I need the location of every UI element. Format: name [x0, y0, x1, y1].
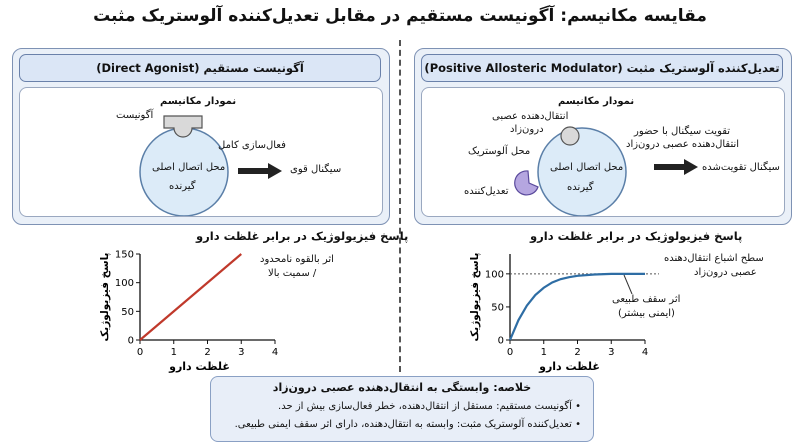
agonist-label: آگونیست — [116, 110, 154, 121]
y-tick-label: 100 — [484, 269, 504, 281]
endogenous-label-1: انتقال‌دهنده عصبی — [492, 111, 569, 122]
agonist-chart — [90, 244, 310, 374]
y-tick-label: 50 — [121, 306, 134, 318]
saturation-label-2: عصبی درون‌زاد — [694, 267, 757, 278]
series-line — [140, 254, 241, 340]
x-tick-label: 1 — [170, 347, 177, 358]
y-tick-label: 0 — [127, 335, 134, 347]
y-tick-label: 150 — [114, 249, 134, 261]
agonist-signal-label: سیگنال قوی — [290, 164, 342, 175]
enhance-label-2: انتقال‌دهنده عصبی درون‌زاد — [626, 139, 740, 150]
enhance-label-1: تقویت سیگنال با حضور — [634, 126, 731, 137]
x-tick-label: 3 — [238, 347, 245, 358]
modulator-label: تعدیل‌کننده — [464, 186, 509, 197]
y-tick-label: 100 — [114, 278, 134, 290]
x-tick-label: 0 — [506, 347, 514, 358]
x-tick-label: 3 — [608, 347, 615, 358]
pam-diagram-title: نمودار مکانیسم — [558, 96, 635, 107]
agonist-panel-header: آگونیست مستقیم (Direct Agonist) — [19, 54, 381, 82]
summary-box — [210, 376, 594, 442]
summary-line-2 — [235, 419, 581, 430]
signal-arrow-head — [268, 163, 282, 179]
y-tick-label: 0 — [497, 335, 504, 347]
summary-line-2-text: تعدیل‌کننده آلوستریک مثبت: وابسته به انتقال‌دهنده، دارای اثر سقف ایمنی طبیعی. — [234, 419, 572, 430]
pam-chart — [460, 244, 680, 374]
agonist-mechanism-graphic — [20, 88, 382, 216]
endogenous-label-2: درون‌زاد — [510, 124, 544, 135]
pam-site-label-1: محل اتصال اصلی — [550, 162, 624, 173]
summary-line-1 — [278, 401, 581, 412]
ceiling-label-2: (ایمنی بیشتر) — [618, 308, 675, 319]
y-tick-label: 50 — [491, 302, 504, 314]
pam-plot-title: پاسخ فیزیولوژیک در برابر غلظت دارو — [530, 229, 743, 243]
allosteric-site-label: محل آلوستریک — [468, 146, 531, 157]
agonist-annotation-1: اثر بالقوه نامحدود — [260, 254, 334, 265]
series-line — [510, 274, 645, 340]
x-tick-label: 0 — [136, 347, 144, 358]
y-axis-label: پاسخ فیزیولوژیک — [469, 252, 481, 342]
x-tick-label: 2 — [204, 347, 211, 358]
agonist-diagram-title: نمودار مکانیسم — [160, 96, 237, 107]
x-axis-label: غلظت دارو — [539, 360, 600, 373]
agonist-panel — [12, 48, 390, 225]
divider — [399, 40, 401, 372]
pam-signal-label: سیگنال تقویت‌شده — [702, 162, 780, 173]
agonist-site-label-2: گیرنده — [169, 181, 196, 192]
annotation-pointer — [624, 275, 632, 294]
activation-label: فعال‌سازی کامل — [218, 140, 286, 151]
x-tick-label: 2 — [574, 347, 581, 358]
x-axis-label: غلظت دارو — [169, 360, 230, 373]
saturation-label-1: سطح اشباع انتقال‌دهنده — [664, 253, 764, 264]
x-tick-label: 4 — [271, 347, 279, 358]
agonist-annotation-2: / سمیت بالا — [268, 268, 317, 279]
pam-panel-header: تعدیل‌کننده آلوستریک مثبت (Positive Allosteric Modulator) — [421, 54, 783, 82]
ceiling-label-1: اثر سقف طبیعی — [612, 294, 681, 305]
bullet-icon: • — [571, 419, 581, 430]
bullet-icon: • — [571, 401, 581, 412]
endogenous-neurotransmitter-icon — [561, 127, 579, 145]
x-tick-label: 4 — [641, 347, 649, 358]
agonist-mechanism-box — [19, 87, 383, 217]
pam-panel — [414, 48, 792, 225]
pam-mechanism-box — [421, 87, 785, 217]
pam-site-label-2: گیرنده — [567, 182, 594, 193]
agonist-plot-title: پاسخ فیزیولوژیک در برابر غلظت دارو — [196, 229, 409, 243]
agonist-site-label-1: محل اتصال اصلی — [152, 162, 226, 173]
summary-title: خلاصه: وابستگی به انتقال‌دهنده عصبی درون‌زاد — [272, 381, 532, 394]
summary-line-1-text: آگونیست مستقیم: مستقل از انتقال‌دهنده، خطر فعال‌سازی بیش از حد. — [278, 401, 572, 412]
signal-arrow-head — [684, 159, 698, 175]
modulator-icon — [515, 171, 538, 195]
x-tick-label: 1 — [540, 347, 547, 358]
page-title: مقایسه مکانیسم: آگونیست مستقیم در مقابل تعدیل‌کننده آلوستریک مثبت — [93, 6, 707, 26]
y-axis-label: پاسخ فیزیولوژیک — [99, 252, 111, 342]
